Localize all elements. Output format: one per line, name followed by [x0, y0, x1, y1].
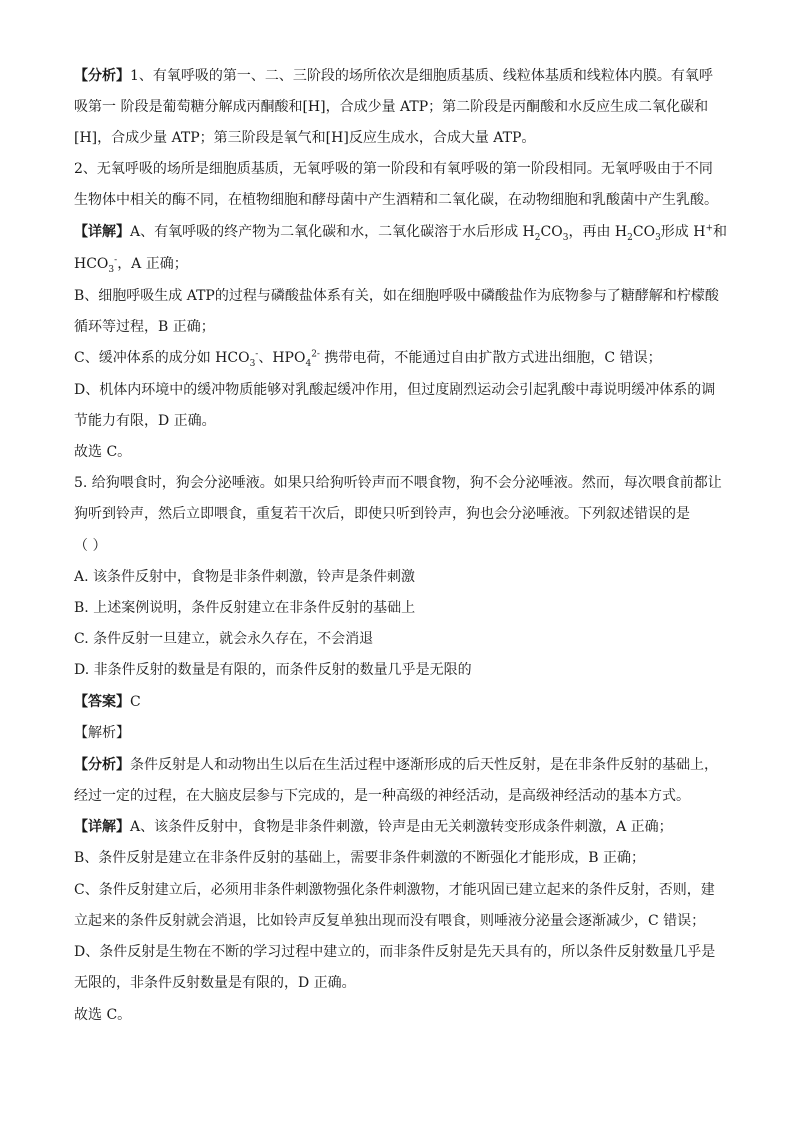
q5-detail-line-d1: D、条件反射是生物在不断的学习过程中建立的，而非条件反射是先天具有的，所以条件反射数量几乎是	[74, 944, 716, 960]
q5-detail-line-b: B、条件反射是建立在非条件反射的基础上，需要非条件刺激的不断强化才能形成，B 正确；	[74, 850, 646, 866]
q5-detail-line-c2: 立起来的条件反射就会消退，比如铃声反复单独出现而没有喂食，则唾液分泌量会逐渐减少，C 错误；	[74, 913, 706, 929]
detail-tag: 【详解】	[74, 224, 130, 240]
analysis-line-4: 2、无氧呼吸的场所是细胞质基质，无氧呼吸的第一阶段和有氧呼吸的第一阶段相同。无氧呼吸由于不同	[74, 161, 713, 177]
detail-line-a2: $HCO_3^-$，A 正确；	[74, 255, 188, 275]
explain-tag: 【解析】	[74, 725, 130, 741]
detail-line-b1: B、细胞呼吸生成 ATP的过程与磷酸盐体系有关，如在细胞呼吸中磷酸盐作为底物参与了糖酵解和柠檬酸	[74, 288, 719, 304]
question-stem-2: 狗听到铃声，然后立即喂食，重复若干次后，即使只听到铃声，狗也会分泌唾液。下列叙述错误的是	[74, 506, 690, 522]
detail-line-c: C、缓冲体系的成分如 $HCO_3^-$、$HPO_4^{2-}$ 携带电荷，不能通过自由扩散方式进出细胞，C 错误；	[74, 349, 662, 369]
detail-line-d2: 节能力有限，D 正确。	[74, 413, 216, 429]
detail-line-b2: 循环等过程，B 正确；	[74, 319, 215, 335]
answer-tag: 【答案】	[74, 694, 130, 710]
q5-analysis-tag: 【分析】	[74, 757, 130, 773]
detail-line-d1: D、机体内环境中的缓冲物质能够对乳酸起缓冲作用，但过度剧烈运动会引起乳酸中毒说明缓冲体系的调	[74, 382, 716, 398]
q5-analysis-line-1: 【分析】条件反射是人和动物出生以后在生活过程中逐渐形成的后天性反射，是在非条件反射的基础上，	[74, 757, 718, 773]
detail-line-a1: 【详解】A、有氧呼吸的终产物为二氧化碳和水，二氧化碳溶于水后形成 $H_2CO_3$，再由 $H_2CO_3$形成 H+和	[74, 223, 728, 243]
analysis-tag: 【分析】	[74, 68, 130, 84]
option-b: B. 上述案例说明，条件反射建立在非条件反射的基础上	[74, 600, 416, 616]
question-stem-1: 5. 给狗喂食时，狗会分泌唾液。如果只给狗听铃声而不喂食物，狗不会分泌唾液。然而，每次喂食前都让	[74, 475, 722, 491]
option-d: D. 非条件反射的数量是有限的，而条件反射的数量几乎是无限的	[74, 662, 472, 678]
option-a: A. 该条件反射中，食物是非条件刺激，铃声是条件刺激	[74, 569, 416, 585]
option-c: C. 条件反射一旦建立，就会永久存在，不会消退	[74, 631, 374, 647]
q5-detail-line-c1: C、条件反射建立后，必须用非条件刺激物强化条件刺激物，才能巩固已建立起来的条件反射，否则，建	[74, 882, 715, 898]
analysis-line-3: [H]，合成少量 ATP；第三阶段是氧气和[H]反应生成水，合成大量 ATP。	[74, 130, 536, 146]
answer-line	[74, 692, 141, 712]
analysis-line-1: 【分析】1、有氧呼吸的第一、二、三阶段的场所依次是细胞质基质、线粒体基质和线粒体内膜。有氧呼	[74, 68, 713, 84]
choose-line: 故选 C。	[74, 444, 132, 460]
analysis-line-5: 生物体中相关的酶不同，在植物细胞和酵母菌中产生酒精和二氧化碳，在动物细胞和乳酸菌中产生乳酸。	[74, 192, 718, 208]
q5-detail-line-a: 【详解】A、该条件反射中，食物是非条件刺激，铃声是由无关刺激转变形成条件刺激，A 正确；	[74, 819, 673, 835]
q5-detail-tag: 【详解】	[74, 819, 130, 835]
question-paren: （ ）	[74, 538, 107, 554]
q5-choose-line: 故选 C。	[74, 1007, 132, 1023]
answer-value: C	[130, 694, 141, 710]
q5-detail-line-d2: 无限的，非条件反射数量是有限的，D 正确。	[74, 975, 356, 991]
q5-analysis-line-2: 经过一定的过程，在大脑皮层参与下完成的，是一种高级的神经活动，是高级神经活动的基本方式。	[74, 788, 690, 804]
analysis-line-2: 吸第一 阶段是葡萄糖分解成丙酮酸和[H]，合成少量 ATP；第二阶段是丙酮酸和水反应生成二氧化碳和	[74, 99, 709, 115]
